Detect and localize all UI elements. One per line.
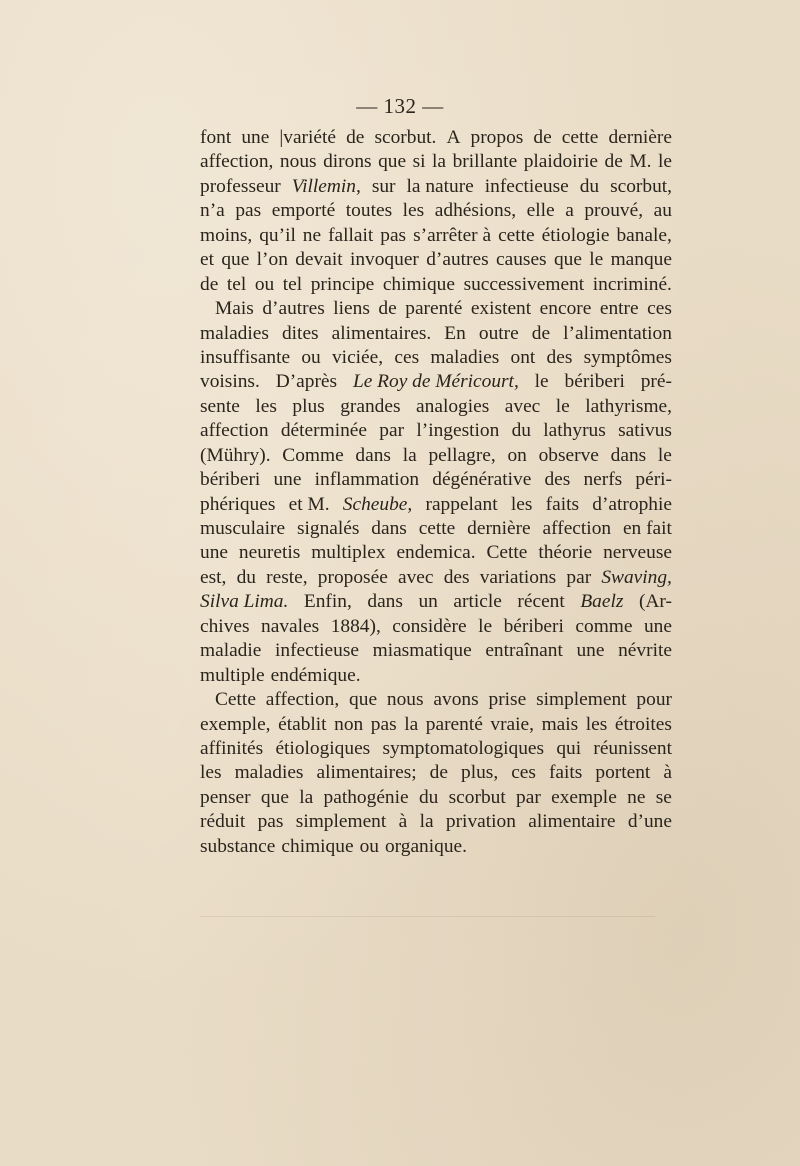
word: névrite xyxy=(618,640,672,662)
word: se xyxy=(655,786,672,808)
word: pour xyxy=(636,689,672,711)
text-line xyxy=(200,566,672,590)
word: entraînant xyxy=(485,640,563,662)
text-line xyxy=(200,761,672,785)
word: et M. xyxy=(288,493,330,515)
word: endémique. xyxy=(270,664,361,686)
word: d’autres xyxy=(426,249,489,271)
word: avec xyxy=(504,395,541,417)
word: infectieuse xyxy=(275,640,359,662)
word: la nature xyxy=(406,175,474,197)
word: Enfin, xyxy=(303,591,352,613)
word: multiple xyxy=(200,664,265,686)
word: une xyxy=(576,640,605,662)
word: que xyxy=(349,689,378,711)
word: à xyxy=(398,811,408,833)
word: un xyxy=(418,591,438,613)
italic-word: Swaving, xyxy=(601,566,672,588)
word: signalés xyxy=(296,518,360,539)
word: n’a xyxy=(200,200,225,222)
word: viciée, xyxy=(331,346,384,368)
word: invoquer xyxy=(349,249,419,271)
text-line xyxy=(200,395,672,419)
word: organique. xyxy=(384,835,467,857)
word: successivement xyxy=(463,273,585,295)
word: dans xyxy=(371,518,407,539)
word: la xyxy=(404,713,419,735)
word: avec xyxy=(397,566,434,588)
word: lathyrisme, xyxy=(585,395,672,417)
word: d’autres xyxy=(262,298,325,320)
word: plus, xyxy=(461,762,499,784)
text-line xyxy=(200,297,672,321)
word: banale, xyxy=(616,224,672,246)
word: nerveuse xyxy=(603,542,672,564)
word: elle xyxy=(526,200,555,222)
word: des xyxy=(546,346,573,368)
word: pas xyxy=(235,200,262,222)
word: insuffisante xyxy=(200,346,291,368)
word: s’arrêter à xyxy=(413,224,492,246)
text-line xyxy=(200,835,672,859)
text-line xyxy=(200,590,672,614)
word: prouvé, xyxy=(584,200,644,222)
word: le xyxy=(478,615,493,637)
word: tel xyxy=(226,273,247,295)
word: navales xyxy=(261,615,320,637)
word: pré- xyxy=(640,371,672,393)
word: ne xyxy=(627,786,646,808)
word: vraie, xyxy=(490,713,534,735)
word: pas xyxy=(370,713,397,735)
word: M. xyxy=(629,151,652,173)
word: Mais xyxy=(215,298,254,320)
word: simplement xyxy=(295,811,387,833)
word: par xyxy=(516,786,541,808)
word: symptômes xyxy=(583,346,672,368)
word: toutes xyxy=(345,200,393,222)
word: des xyxy=(544,469,571,491)
word: ces xyxy=(647,298,672,320)
word: Cette xyxy=(215,689,256,711)
word: parenté xyxy=(405,298,463,320)
word: scorbut, xyxy=(610,175,672,197)
word: le xyxy=(657,444,672,466)
word: pellagre, xyxy=(428,444,496,466)
word: dans xyxy=(367,591,403,613)
word: le xyxy=(555,395,570,417)
word: dégénérative xyxy=(432,469,532,491)
word: professeur xyxy=(200,175,281,197)
word: le xyxy=(657,151,672,173)
word: 1884), xyxy=(330,615,381,637)
word: prise xyxy=(488,689,527,711)
word: que xyxy=(553,249,582,271)
word: affection xyxy=(200,420,269,442)
word: outre xyxy=(478,322,519,344)
word: manque xyxy=(610,249,672,271)
word: entre xyxy=(599,298,639,320)
word: cette xyxy=(418,518,456,539)
word: non xyxy=(334,713,364,735)
word: des xyxy=(443,566,470,588)
word: brillante xyxy=(452,151,518,173)
word: ont xyxy=(510,346,536,368)
word: que xyxy=(260,786,289,808)
word: Comme xyxy=(282,444,344,466)
word: de xyxy=(346,127,365,148)
word: de xyxy=(533,127,552,148)
text-line xyxy=(200,639,672,663)
page-number: — 132 — xyxy=(356,94,444,118)
text-line xyxy=(200,810,672,834)
word: mais xyxy=(541,713,579,735)
word: la xyxy=(299,786,314,808)
word: sativus xyxy=(618,420,672,442)
word: tel xyxy=(282,273,303,295)
word: ou xyxy=(254,273,275,295)
word: maladies xyxy=(234,762,304,784)
word: de xyxy=(429,762,448,784)
word: que xyxy=(378,151,407,173)
word: avons xyxy=(433,689,479,711)
word: sur xyxy=(371,175,396,197)
word: causes xyxy=(496,249,547,271)
text-line xyxy=(200,248,672,272)
word: fallait xyxy=(328,224,374,246)
text-line xyxy=(200,370,672,394)
word: ou xyxy=(359,835,379,857)
word: plaidoirie xyxy=(523,151,599,173)
word: nous xyxy=(279,151,317,173)
word: étroites xyxy=(614,713,672,735)
text-line xyxy=(200,126,672,150)
word: d’une xyxy=(627,811,672,833)
word: propos xyxy=(470,127,524,148)
word: les xyxy=(255,395,277,417)
word: alimentaires; xyxy=(316,762,417,784)
word: voisins. xyxy=(200,371,260,393)
word: Cette xyxy=(486,542,528,564)
text-line xyxy=(200,541,672,565)
italic-word: Le Roy de Méricourt, xyxy=(352,371,519,393)
text-line xyxy=(200,150,672,174)
text-line xyxy=(200,713,672,737)
word: font xyxy=(200,127,232,148)
word: ne xyxy=(302,224,322,246)
word: d’atrophie xyxy=(592,493,672,515)
text-line xyxy=(200,664,672,688)
word: la xyxy=(402,444,417,466)
word: reste, xyxy=(266,566,308,588)
word: dernière xyxy=(608,127,672,148)
word: les xyxy=(585,713,608,735)
word: de xyxy=(200,273,219,295)
word: réduit xyxy=(200,811,246,833)
word: l’alimentation xyxy=(563,322,672,344)
word: les xyxy=(402,200,425,222)
word: étiologie xyxy=(541,224,610,246)
word: dans xyxy=(610,444,647,466)
word: chives xyxy=(200,615,250,637)
word: symptomatologiques xyxy=(382,737,545,759)
word: la xyxy=(432,151,447,173)
word: inflammation xyxy=(314,469,420,491)
word: simplement xyxy=(536,689,627,711)
word: une xyxy=(273,469,302,491)
word: dites xyxy=(281,322,319,344)
word: existent xyxy=(470,298,532,320)
word: (Mühry). xyxy=(200,444,271,466)
text-line xyxy=(200,737,672,761)
word: D’après xyxy=(275,371,338,393)
word: on xyxy=(507,444,527,466)
word: phériques xyxy=(200,493,276,515)
word: du xyxy=(511,420,531,442)
word: endemica. xyxy=(396,542,476,564)
word: encore xyxy=(539,298,592,320)
word: de xyxy=(604,151,623,173)
word: l’on xyxy=(256,249,288,271)
word: ces xyxy=(394,346,420,368)
word: ces xyxy=(511,762,536,784)
word: par xyxy=(379,420,405,442)
word: lathyrus xyxy=(543,420,606,442)
word: portent xyxy=(595,762,651,784)
word: que xyxy=(221,249,250,271)
word: parenté xyxy=(425,713,483,735)
word: théorie xyxy=(538,542,593,564)
word: récent xyxy=(517,591,565,613)
word: affection xyxy=(542,518,612,539)
word: exemple, xyxy=(200,713,271,735)
word: scorbut. xyxy=(374,127,437,148)
word: moins, xyxy=(200,224,253,246)
word: neuretis xyxy=(238,542,301,564)
word: sente xyxy=(200,395,240,417)
word: faits xyxy=(548,762,583,784)
word: adhésions, xyxy=(434,200,517,222)
italic-word: Silva Lima. xyxy=(200,591,289,613)
word: liens xyxy=(333,298,370,320)
word: exemple xyxy=(551,786,617,808)
word: (Ar- xyxy=(638,591,672,613)
word: affection, xyxy=(265,689,340,711)
word: pas xyxy=(380,224,407,246)
word: de xyxy=(531,322,551,344)
word: nerfs xyxy=(583,469,623,491)
text-line xyxy=(200,786,672,810)
text-line xyxy=(200,224,672,248)
word: substance xyxy=(200,835,276,857)
word: considère xyxy=(392,615,467,637)
word: faits xyxy=(545,493,580,515)
body-text xyxy=(200,126,672,859)
word: nous xyxy=(386,689,424,711)
word: miasmatique xyxy=(372,640,472,662)
word: comme xyxy=(575,615,633,637)
word: infectieuse xyxy=(484,175,569,197)
word: au xyxy=(653,200,672,222)
word: le xyxy=(589,249,604,271)
word: affinités xyxy=(200,737,264,759)
show-through-rule xyxy=(200,916,655,917)
word: l’ingestion xyxy=(416,420,500,442)
word: est, xyxy=(200,566,227,588)
word: par xyxy=(566,566,592,588)
word: multiplex xyxy=(311,542,386,564)
text-line xyxy=(200,199,672,223)
word: du xyxy=(579,175,600,197)
word: devait xyxy=(295,249,343,271)
word: cette xyxy=(498,224,535,246)
italic-word: Scheube, xyxy=(342,493,413,515)
text-line xyxy=(200,419,672,443)
word: emporté xyxy=(271,200,336,222)
word: bériberi xyxy=(200,469,261,491)
word: qu’il xyxy=(259,224,296,246)
word: affection, xyxy=(200,151,274,173)
word: penser xyxy=(200,786,251,808)
text-line xyxy=(200,468,672,492)
word: analogies xyxy=(416,395,490,417)
word: grandes xyxy=(340,395,401,417)
word: du xyxy=(236,566,256,588)
word: pathogénie xyxy=(323,786,409,808)
word: les xyxy=(510,493,533,515)
word: plus xyxy=(292,395,325,417)
text-line xyxy=(200,322,672,346)
word: scorbut xyxy=(448,786,506,808)
word: A xyxy=(446,127,461,148)
word: en fait xyxy=(622,518,672,539)
word: cette xyxy=(561,127,599,148)
word: réunissent xyxy=(593,737,672,759)
word: bériberi xyxy=(503,615,564,637)
word: à xyxy=(663,762,672,784)
word: maladie xyxy=(200,640,262,662)
word: dans xyxy=(355,444,391,466)
word: dernière xyxy=(467,518,531,539)
word: une xyxy=(200,542,228,564)
word: article xyxy=(453,591,502,613)
word: bériberi xyxy=(564,371,625,393)
word: dirons xyxy=(323,151,372,173)
word: En xyxy=(444,322,466,344)
text-line xyxy=(200,444,672,468)
italic-word: Baelz xyxy=(580,591,624,613)
word: alimentaires. xyxy=(331,322,432,344)
word: péri- xyxy=(635,469,672,491)
word: privation xyxy=(445,811,516,833)
text-line xyxy=(200,346,672,370)
word: étiologiques xyxy=(275,737,371,759)
word: musculaire xyxy=(200,518,286,539)
word: et xyxy=(200,249,214,271)
word: maladies xyxy=(430,346,500,368)
word: établit xyxy=(278,713,327,735)
word: alimentaire xyxy=(528,811,616,833)
word: pas xyxy=(257,811,284,833)
text-line xyxy=(200,493,672,517)
word: incriminé. xyxy=(592,273,672,295)
word: chimique xyxy=(382,273,455,295)
word: variations xyxy=(479,566,557,588)
word: a xyxy=(565,200,574,222)
word: déterminée xyxy=(280,420,367,442)
word: |variété xyxy=(279,127,337,148)
word: qui xyxy=(556,737,582,759)
word: si xyxy=(412,151,426,173)
word: une xyxy=(241,127,270,148)
text-line xyxy=(200,688,672,712)
text-line xyxy=(200,615,672,639)
word: de xyxy=(378,298,397,320)
word: les xyxy=(200,762,222,784)
word: ou xyxy=(301,346,321,368)
word: du xyxy=(418,786,439,808)
word: maladies xyxy=(200,322,269,344)
word: principe xyxy=(310,273,375,295)
word: chimique xyxy=(281,835,354,857)
italic-word: Villemin, xyxy=(291,175,361,197)
word: rappelant xyxy=(425,493,498,515)
word: une xyxy=(643,615,672,637)
word: observe xyxy=(538,444,599,466)
word: la xyxy=(419,811,434,833)
text-line xyxy=(200,175,672,199)
word: proposée xyxy=(317,566,388,588)
text-line xyxy=(200,517,672,541)
text-line xyxy=(200,273,672,297)
word: le xyxy=(534,371,549,393)
